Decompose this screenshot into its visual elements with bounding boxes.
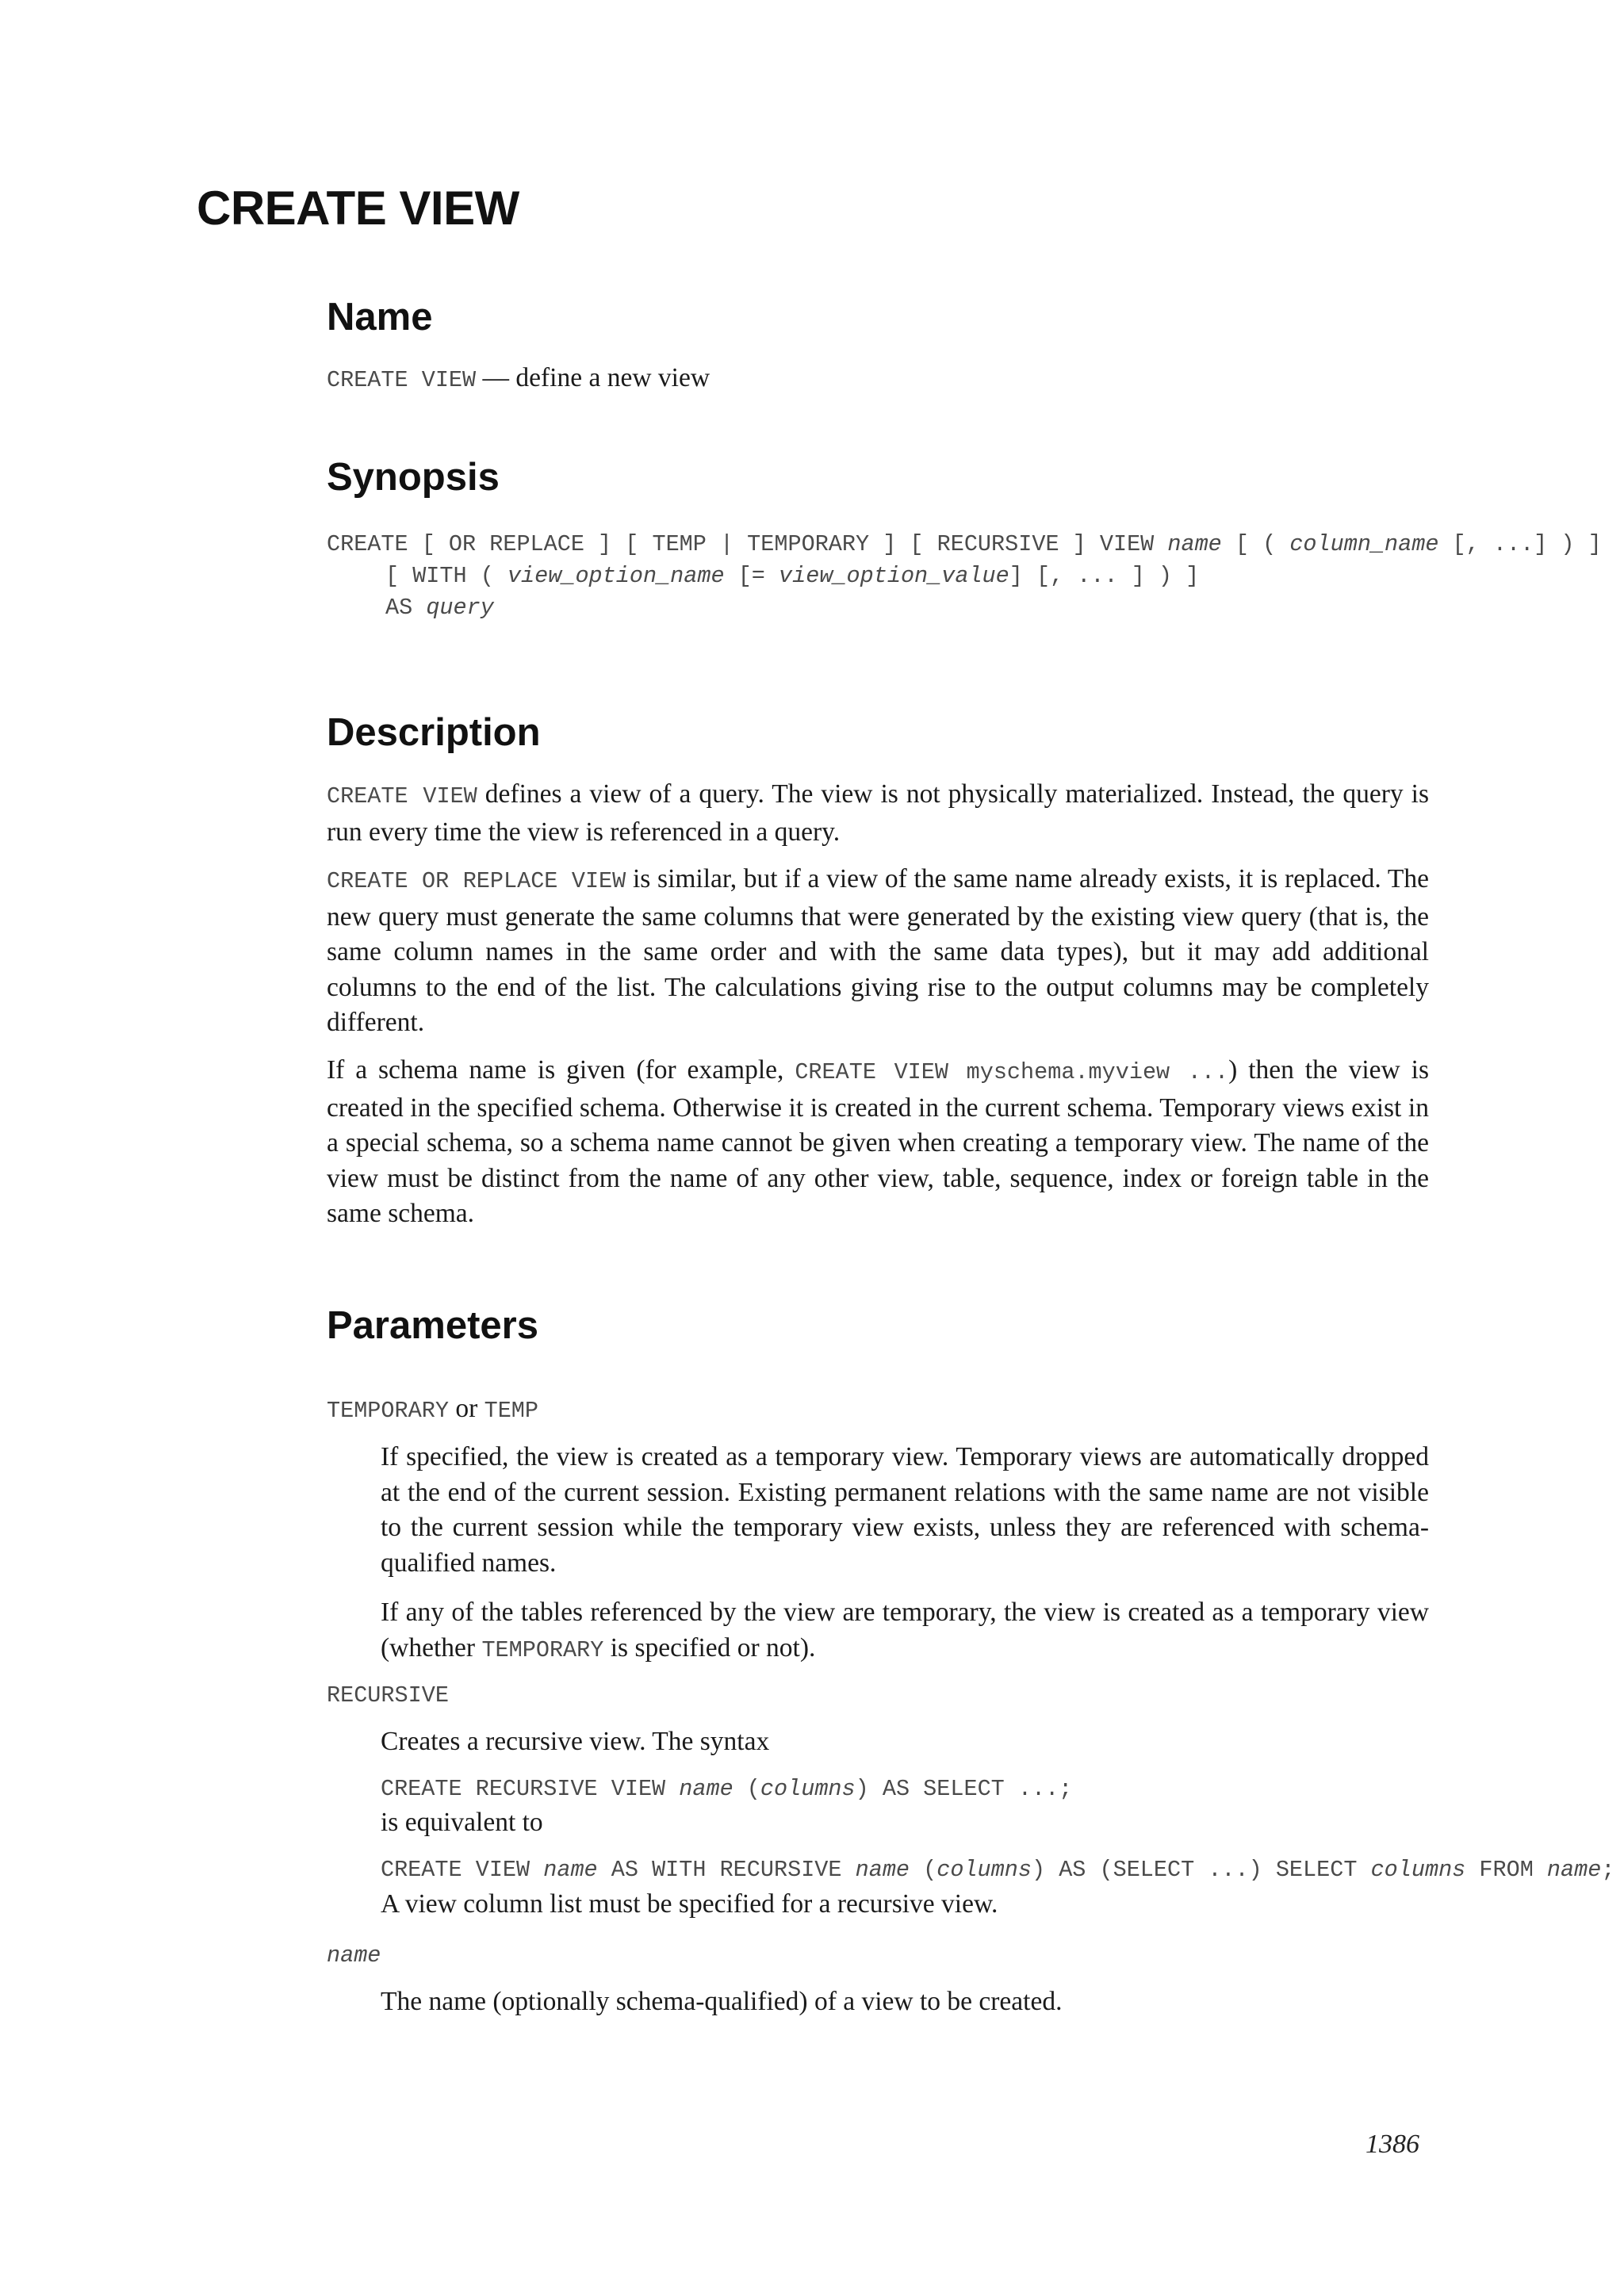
recursive-code-example-1 <box>381 1776 1072 1802</box>
param-recursive-paragraph-2: is equivalent to <box>381 1808 543 1837</box>
paragraph-text: ) then the view is created in the specified schema. Otherwise it is created in the current schema. Temporary views exist in a special schema, so a schema name cannot be given when creating a temporary view. The name of the view must be distinct from the name of any other view, table, sequence, index or foreign table in the same schema. <box>327 1055 1429 1228</box>
paragraph-text: If any of the tables referenced by the view are temporary, the view is created as a temporary view (whether <box>381 1598 1429 1663</box>
name-command: CREATE VIEW <box>327 367 477 393</box>
code-param: columns <box>1370 1857 1466 1883</box>
synopsis-text: CREATE [ OR REPLACE ] [ TEMP | TEMPORARY ] [ RECURSIVE ] VIEW <box>327 531 1168 557</box>
code-text: ( <box>733 1776 760 1802</box>
name-line <box>327 363 710 393</box>
synopsis-heading: Synopsis <box>327 456 500 499</box>
name-description: — define a new view <box>476 363 710 392</box>
paragraph-text: is similar, but if a view of the same name already exists, it is replaced. The new query must generate the same columns that were generated by the existing view query (that is, the same column names in the same order and with the same data types), but it may add additional columns to the end of the list. The calculations giving rise to the output columns may be completely different. <box>327 864 1429 1037</box>
code-param: name <box>1546 1857 1602 1883</box>
synopsis-line-2 <box>385 563 1199 589</box>
code-param: name <box>855 1857 910 1883</box>
paragraph-text: If a schema name is given (for example, <box>327 1055 795 1085</box>
page-number: 1386 <box>1365 2130 1419 2159</box>
synopsis-param: query <box>426 595 494 621</box>
paragraph-text: defines a view of a query. The view is not physically materialized. Instead, the query is run every time the view is referenced in a query. <box>327 779 1429 847</box>
synopsis-param: name <box>1167 531 1222 557</box>
term-code: TEMPORARY <box>327 1398 449 1424</box>
param-recursive-paragraph-1: Creates a recursive view. The syntax <box>381 1727 770 1756</box>
code-text: ) AS SELECT ...; <box>855 1776 1073 1802</box>
term-text: or <box>448 1394 485 1423</box>
code-text: ( <box>910 1857 937 1883</box>
parameters-heading: Parameters <box>327 1304 538 1347</box>
paragraph-text: is specified or not). <box>603 1632 816 1663</box>
description-paragraph-1 <box>327 777 1429 850</box>
synopsis-param: column_name <box>1289 531 1439 557</box>
synopsis-param: view_option_name <box>507 563 725 589</box>
synopsis-line-1 <box>327 531 1602 557</box>
param-name-paragraph-1: The name (optionally schema-qualified) of a view to be created. <box>381 1987 1063 2016</box>
code-text: FROM <box>1465 1857 1547 1883</box>
synopsis-param: view_option_value <box>779 563 1009 589</box>
description-paragraph-3 <box>327 1053 1429 1232</box>
synopsis-text: [, ...] ) ] <box>1438 531 1602 557</box>
code-text: CREATE RECURSIVE VIEW <box>381 1776 680 1802</box>
code-text: ) AS (SELECT ...) SELECT <box>1031 1857 1371 1883</box>
param-temporary-paragraph-1: If specified, the view is created as a temporary view. Temporary views are automatically dropped at the end of the current session. Existing permanent relations with the same name are not visible to the current session while the temporary view exists, unless they are referenced with schema-qualified names. <box>381 1442 1429 1578</box>
inline-code: CREATE VIEW <box>327 783 477 809</box>
param-temporary-paragraph-2 <box>381 1595 1429 1668</box>
synopsis-text: [= <box>724 563 779 589</box>
synopsis-line-3 <box>385 595 494 621</box>
code-text: ; <box>1601 1857 1615 1883</box>
inline-code: CREATE VIEW myschema.myview ... <box>795 1059 1229 1085</box>
synopsis-text: [ ( <box>1221 531 1290 557</box>
description-paragraph-2 <box>327 862 1429 1041</box>
param-term-recursive: RECURSIVE <box>327 1682 449 1709</box>
synopsis-text: [ WITH ( <box>385 563 508 589</box>
description-heading: Description <box>327 711 541 754</box>
code-param: name <box>679 1776 733 1802</box>
recursive-code-example-2 <box>381 1857 1614 1883</box>
page-title: CREATE VIEW <box>197 182 519 235</box>
param-term-name: name <box>327 1942 381 1969</box>
param-recursive-paragraph-3: A view column list must be specified for a recursive view. <box>381 1889 998 1919</box>
param-term-temporary <box>327 1394 538 1424</box>
code-param: columns <box>760 1776 856 1802</box>
inline-code: TEMPORARY <box>481 1636 604 1663</box>
code-text: AS WITH RECURSIVE <box>597 1857 856 1883</box>
inline-code: CREATE OR REPLACE VIEW <box>327 868 626 894</box>
synopsis-text: AS <box>385 595 427 621</box>
code-param: columns <box>936 1857 1032 1883</box>
synopsis-text: ] [, ... ] ) ] <box>1009 563 1200 589</box>
term-code: TEMP <box>484 1398 539 1424</box>
code-text: CREATE VIEW <box>381 1857 544 1883</box>
name-heading: Name <box>327 296 433 339</box>
code-param: name <box>543 1857 598 1883</box>
